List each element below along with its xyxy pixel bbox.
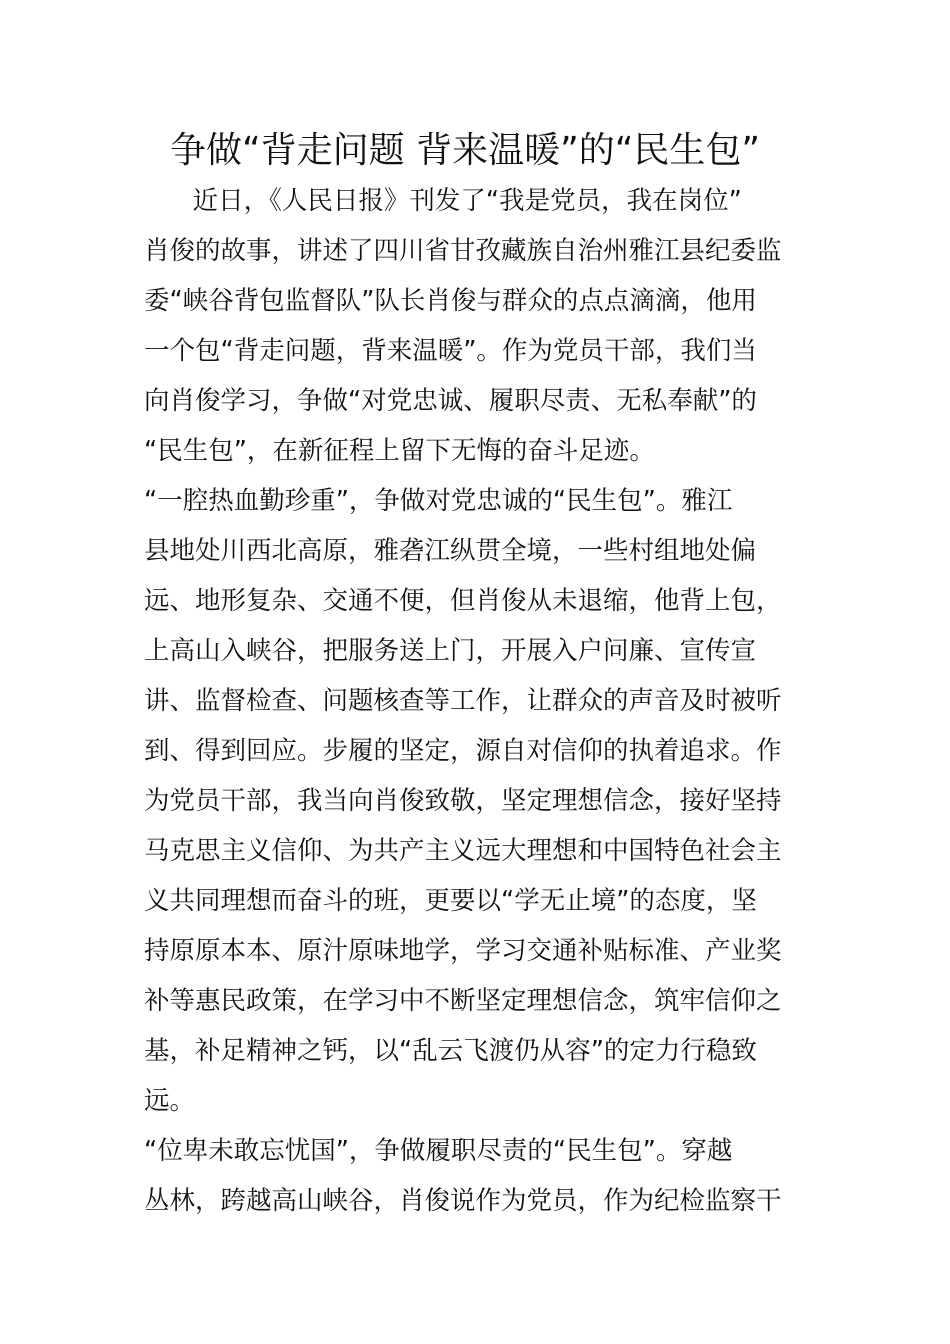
document-body — [144, 176, 810, 1226]
body-line: 上高山入峡谷，把服务送上门，开展入户问廉、宣传宣 — [144, 636, 757, 666]
body-line: 义共同理想而奋斗的班，更要以“学无止境”的态度，坚 — [144, 886, 757, 916]
body-line: 远。 — [144, 1086, 196, 1116]
body-line: 向肖俊学习，争做“对党忠诚、履职尽责、无私奉献”的 — [144, 386, 757, 416]
body-line: 县地处川西北高原，雅砻江纵贯全境，一些村组地处偏 — [144, 536, 757, 566]
body-line: 持原原本本、原汁原味地学，学习交通补贴标准、产业奖 — [144, 936, 782, 966]
body-line: 基，补足精神之钙，以“乱云飞渡仍从容”的定力行稳致 — [144, 1036, 757, 1066]
body-line: 一个包“背走问题，背来温暖”。作为党员干部，我们当 — [144, 336, 757, 366]
body-line: 丛林，跨越高山峡谷，肖俊说作为党员，作为纪检监察干 — [144, 1186, 782, 1216]
body-line: 委“峡谷背包监督队”队长肖俊与群众的点点滴滴，他用 — [144, 286, 757, 316]
body-line: 讲、监督检查、问题核查等工作，让群众的声音及时被听 — [144, 686, 782, 716]
body-line: “一腔热血勤珍重”，争做对党忠诚的“民生包”。雅江 — [144, 486, 733, 516]
body-line: 到、得到回应。步履的坚定，源自对信仰的执着追求。作 — [144, 736, 782, 766]
body-line: 为党员干部，我当向肖俊致敬，坚定理想信念，接好坚持 — [144, 786, 782, 816]
document-title: 争做“背走问题 背来温暖”的“民生包” — [169, 130, 761, 171]
body-line: 肖俊的故事，讲述了四川省甘孜藏族自治州雅江县纪委监 — [144, 236, 782, 266]
body-line: 马克思主义信仰、为共产主义远大理想和中国特色社会主 — [144, 836, 782, 866]
body-line: 远、地形复杂、交通不便，但肖俊从未退缩，他背上包， — [144, 586, 782, 616]
body-line: 近日，《人民日报》刊发了“我是党员，我在岗位” — [144, 186, 742, 216]
body-line: 补等惠民政策，在学习中不断坚定理想信念，筑牢信仰之 — [144, 986, 782, 1016]
body-line: “民生包”，在新征程上留下无悔的奋斗足迹。 — [144, 436, 655, 466]
body-line: “位卑未敢忘忧国”，争做履职尽责的“民生包”。穿越 — [144, 1136, 733, 1166]
